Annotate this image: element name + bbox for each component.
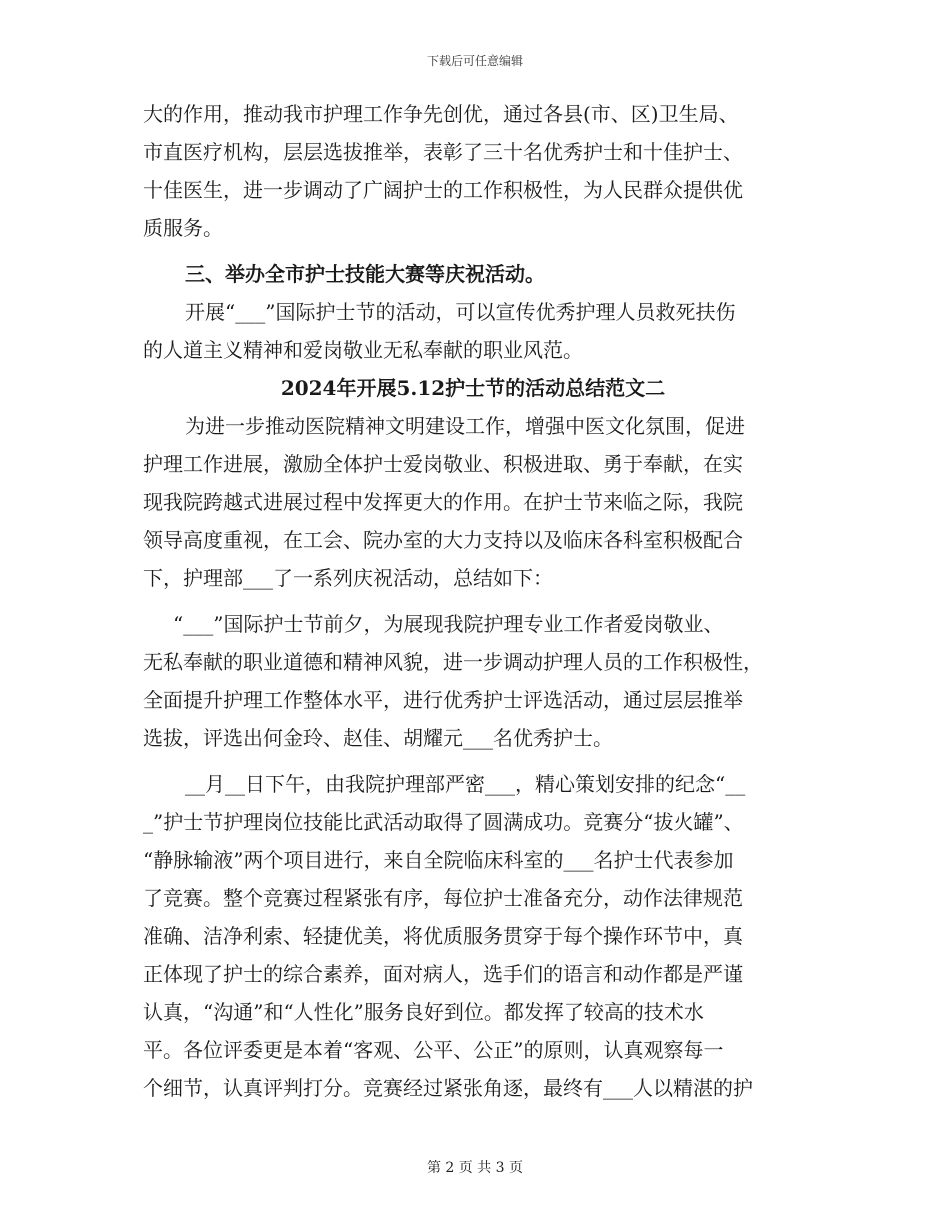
paragraph-line: _”护士节护理岗位技能比武活动取得了圆满成功。竞赛分“拔火罐”、	[143, 810, 744, 834]
paragraph-line: 领导高度重视，在工会、院办室的大力支持以及临床各科室积极配合	[143, 528, 743, 552]
paragraph-line: 质服务。	[143, 216, 223, 240]
paragraph-line: 开展“___”国际护士节的活动，可以宣传优秀护理人员救死扶伤	[185, 300, 736, 324]
article-title: 2024年开展5.12护士节的活动总结范文二	[280, 376, 666, 400]
paragraph-line: 了竞赛。整个竞赛过程紧张有序，每位护士准备充分，动作法律规范	[143, 886, 743, 910]
document-body	[143, 95, 803, 1107]
paragraph-line: 选拔，评选出何金玲、赵佳、胡耀元___名优秀护士。	[143, 726, 613, 750]
paragraph-line: 全面提升护理工作整体水平，进行优秀护士评选活动，通过层层推举	[143, 688, 743, 712]
paragraph-line: 现我院跨越式进展过程中发挥更大的作用。在护士节来临之际，我院	[143, 490, 743, 514]
paragraph-line: 准确、洁净利索、轻捷优美，将优质服务贯穿于每个操作环节中，真	[143, 924, 743, 948]
paragraph-line: 下，护理部___了一系列庆祝活动，总结如下：	[143, 566, 553, 590]
paragraph-line: 正体现了护士的综合素养，面对病人，选手们的语言和动作都是严谨	[143, 962, 743, 986]
section-heading: 三、举办全市护士技能大赛等庆祝活动。	[185, 262, 545, 286]
paragraph-line: 市直医疗机构，层层选拔推举，表彰了三十名优秀护士和十佳护士、	[143, 140, 743, 164]
paragraph-line: 无私奉献的职业道德和精神风貌，进一步调动护理人员的工作积极性，	[143, 650, 763, 674]
paragraph-line: “___”国际护士节前夕，为展现我院护理专业工作者爱岗敬业、	[173, 612, 724, 636]
paragraph-line: 的人道主义精神和爱岗敬业无私奉献的职业风范。	[143, 338, 583, 362]
paragraph-line: 护理工作进展，激励全体护士爱岗敬业、积极进取、勇于奉献，在实	[143, 452, 743, 476]
page-header: 下载后可任意编辑	[426, 54, 523, 68]
paragraph-line: 为进一步推动医院精神文明建设工作，增强中医文化氛围，促进	[185, 414, 745, 438]
paragraph-line: 十佳医生，进一步调动了广阔护士的工作积极性，为人民群众提供优	[143, 178, 743, 202]
paragraph-line: 平。各位评委更是本着“客观、公平、公正”的原则，认真观察每一	[143, 1038, 724, 1062]
paragraph-line: __月__日下午，由我院护理部严密___，精心策划安排的纪念“__	[185, 772, 746, 796]
page-footer: 第 2 页 共 3 页	[426, 1160, 524, 1176]
paragraph-line: 大的作用，推动我市护理工作争先创优，通过各县(市、区)卫生局、	[143, 102, 739, 126]
paragraph-line: “静脉输液”两个项目进行，来自全院临床科室的___名护士代表参加	[143, 848, 734, 872]
paragraph-line: 个细节，认真评判打分。竞赛经过紧张角逐，最终有___人以精湛的护	[143, 1076, 753, 1100]
paragraph-line: 认真，“沟通”和“人性化”服务良好到位。都发挥了较高的技术水	[143, 1000, 704, 1024]
